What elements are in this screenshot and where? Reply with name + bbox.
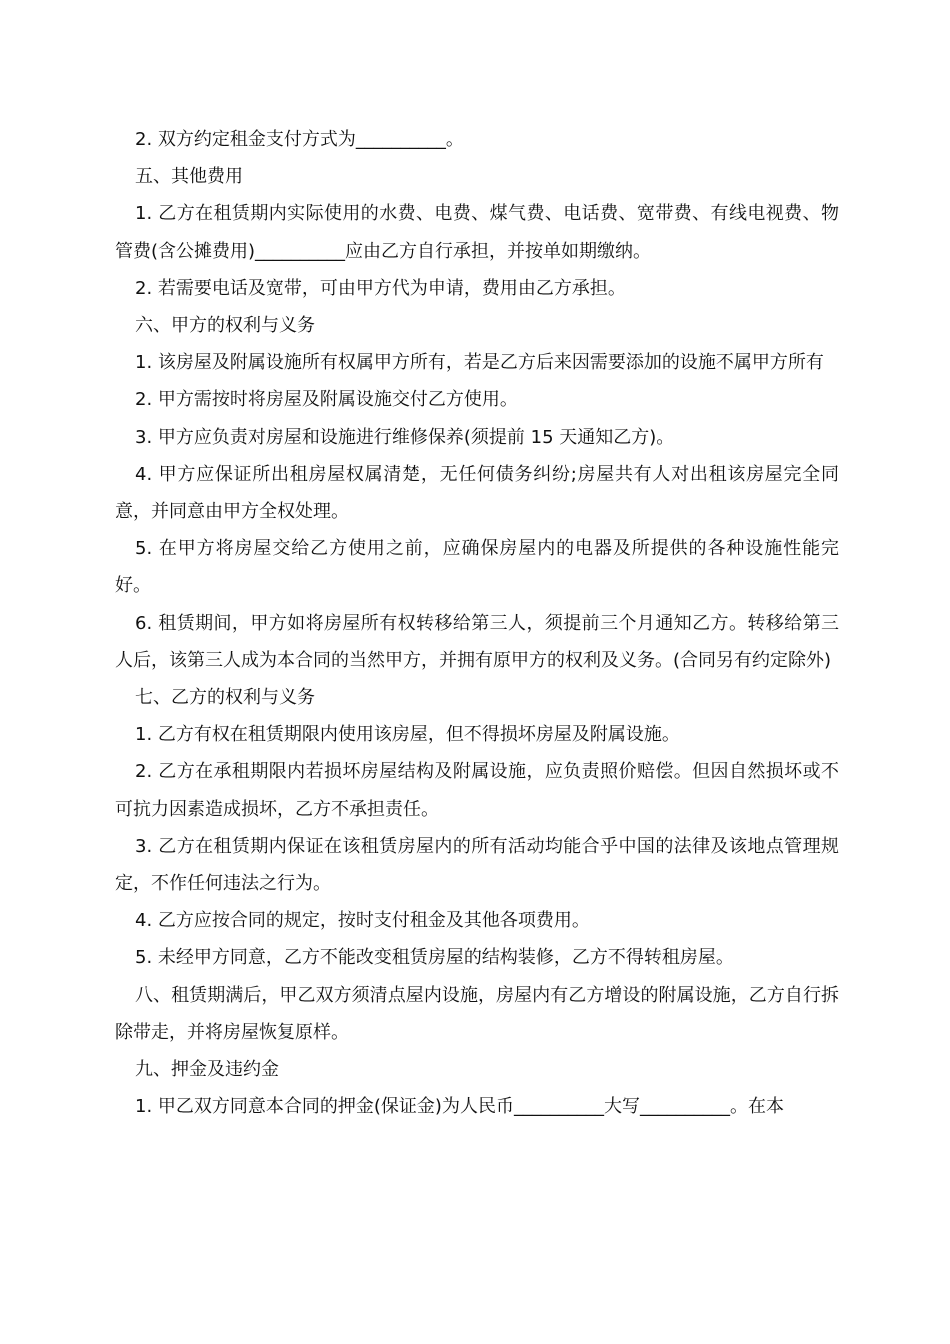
paragraph-a-delivery: 2. 甲方需按时将房屋及附属设施交付乙方使用。 <box>135 389 518 411</box>
paragraph-rent-payment-method: 2. 双方约定租金支付方式为__________。 <box>135 129 464 150</box>
paragraph-a-transfer: 6. 租赁期间，甲方如将房屋所有权转移给第三人，须提前三个月通知乙方。转移给第三人后，该第三人成为本合同的当然甲方，并拥有原甲方的权利及义务。(合同另有约定除外) <box>115 612 839 671</box>
section-eight-lease-end: 八、租赁期满后，甲乙双方须清点屋内设施，房屋内有乙方增设的附属设施，乙方自行拆除带走，并将房屋恢复原样。 <box>115 984 839 1043</box>
section-heading-party-b-rights: 七、乙方的权利与义务 <box>135 687 315 709</box>
paragraph-b-use-right: 1. 乙方有权在租赁期限内使用该房屋，但不得损坏房屋及附属设施。 <box>135 724 680 746</box>
paragraph-a-appliances: 5. 在甲方将房屋交给乙方使用之前，应确保房屋内的电器及所提供的各种设施性能完好。 <box>115 538 839 597</box>
section-heading-deposit: 九、押金及违约金 <box>135 1059 279 1081</box>
document-body <box>115 121 839 1125</box>
paragraph-a-title-clear: 4. 甲方应保证所出租房屋权属清楚，无任何债务纠纷;房屋共有人对出租该房屋完全同意，并同意由甲方全权处理。 <box>115 463 839 523</box>
section-heading-other-fees: 五、其他费用 <box>135 166 243 188</box>
paragraph-b-damage: 2. 乙方在承租期限内若损坏房屋结构及附属设施，应负责照价赔偿。但因自然损坏或不可抗力因素造成损坏，乙方不承担责任。 <box>115 761 839 820</box>
paragraph-b-legal: 3. 乙方在租赁期内保证在该租赁房屋内的所有活动均能合乎中国的法律及该地点管理规定，不作任何违法之行为。 <box>115 835 839 895</box>
section-heading-party-a-rights: 六、甲方的权利与义务 <box>135 315 315 337</box>
paragraph-a-maintenance: 3. 甲方应负责对房屋和设施进行维修保养(须提前 15 天通知乙方)。 <box>135 426 675 448</box>
paragraph-a-ownership: 1. 该房屋及附属设施所有权属甲方所有，若是乙方后来因需要添加的设施不属甲方所有 <box>135 352 824 374</box>
paragraph-phone-broadband: 2. 若需要电话及宽带，可由甲方代为申请，费用由乙方承担。 <box>135 277 626 299</box>
paragraph-b-payment: 4. 乙方应按合同的规定，按时支付租金及其他各项费用。 <box>135 910 590 932</box>
paragraph-utility-fees: 1. 乙方在租赁期内实际使用的水费、电费、煤气费、电话费、宽带费、有线电视费、物管费(含公摊费用)__________应由乙方自行承担，并按单如期缴纳。 <box>115 203 839 262</box>
paragraph-b-no-sublet: 5. 未经甲方同意，乙方不能改变租赁房屋的结构装修，乙方不得转租房屋。 <box>135 947 734 969</box>
paragraph-deposit-amount: 1. 甲乙双方同意本合同的押金(保证金)为人民币__________大写__________。在本 <box>135 1096 784 1118</box>
